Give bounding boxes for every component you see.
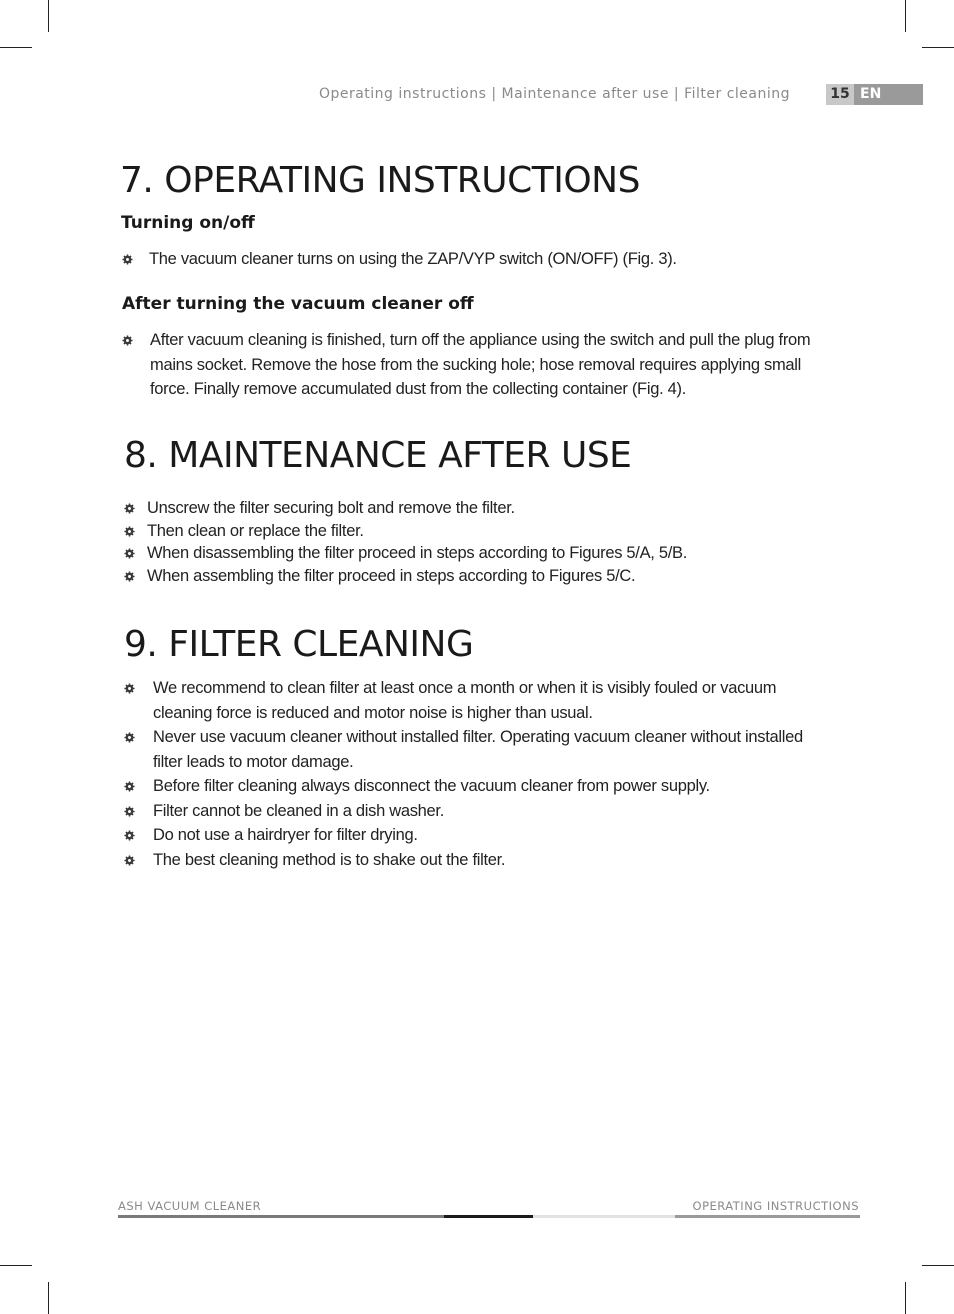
list-item: The best cleaning method is to shake out the filter. (124, 848, 832, 873)
list-item: Never use vacuum cleaner without installed filter. Operating vacuum cleaner without installed filter leads to motor damage. (124, 725, 832, 774)
turning-on-off-list (122, 247, 832, 272)
gear-bullet-icon (124, 503, 135, 514)
running-header: Operating instructions | Maintenance after use | Filter cleaning (318, 86, 790, 102)
gear-bullet-icon (122, 254, 133, 265)
footer-bar-mid (675, 1215, 860, 1218)
list-item: When assembling the filter proceed in steps according to Figures 5/C. (124, 565, 834, 588)
crop-mark (905, 1282, 906, 1314)
after-turning-off-list (122, 328, 822, 402)
filter-cleaning-list (124, 676, 832, 872)
crop-mark (0, 1265, 32, 1266)
page-tab (826, 84, 923, 105)
list-item: After vacuum cleaning is finished, turn off the appliance using the switch and pull the plug from mains socket. Remove the hose from the sucking hole; hose removal requires applying small force. Finally remove accumulated dust from the collecting container (Fig. 4). (122, 328, 822, 402)
crop-mark (922, 1265, 954, 1266)
footer-bar-dark (444, 1215, 533, 1218)
footer-product-name: ASH VACUUM CLEANER (118, 1199, 262, 1213)
list-item: We recommend to clean filter at least once a month or when it is visibly fouled or vacuum cleaning force is reduced and motor noise is higher than usual. (124, 676, 832, 725)
crop-mark (905, 0, 906, 32)
list-item: When disassembling the filter proceed in steps according to Figures 5/A, 5/B. (124, 542, 834, 565)
gear-bullet-icon (124, 830, 135, 841)
list-item: Do not use a hairdryer for filter drying. (124, 823, 832, 848)
gear-bullet-icon (124, 526, 135, 537)
crop-mark (48, 0, 49, 32)
list-item: Filter cannot be cleaned in a dish washer. (124, 799, 832, 824)
list-item: The vacuum cleaner turns on using the ZAP/VYP switch (ON/OFF) (Fig. 3). (122, 247, 832, 272)
gear-bullet-icon (124, 683, 135, 694)
gear-bullet-icon (124, 732, 135, 743)
footer-section-name: OPERATING INSTRUCTIONS (692, 1199, 859, 1213)
crop-mark (922, 47, 954, 48)
list-item: Then clean or replace the filter. (124, 520, 834, 543)
after-turning-off-heading: After turning the vacuum cleaner off (122, 294, 474, 314)
section-9-title: 9. FILTER CLEANING (124, 624, 474, 665)
gear-bullet-icon (124, 855, 135, 866)
gear-bullet-icon (124, 571, 135, 582)
section-7-title: 7. OPERATING INSTRUCTIONS (120, 160, 640, 201)
maintenance-list (124, 497, 834, 587)
crop-mark (0, 47, 32, 48)
gear-bullet-icon (122, 335, 133, 346)
language-label: EN (854, 84, 923, 105)
turning-on-off-heading: Turning on/off (121, 213, 255, 233)
gear-bullet-icon (124, 548, 135, 559)
gear-bullet-icon (124, 806, 135, 817)
section-8-title: 8. MAINTENANCE AFTER USE (124, 435, 632, 476)
footer-bar-gray (118, 1215, 444, 1218)
list-item: Before filter cleaning always disconnect the vacuum cleaner from power supply. (124, 774, 832, 799)
footer-bar-light (533, 1215, 675, 1218)
list-item: Unscrew the filter securing bolt and remove the filter. (124, 497, 834, 520)
crop-mark (48, 1282, 49, 1314)
page-number: 15 (826, 84, 854, 105)
gear-bullet-icon (124, 781, 135, 792)
